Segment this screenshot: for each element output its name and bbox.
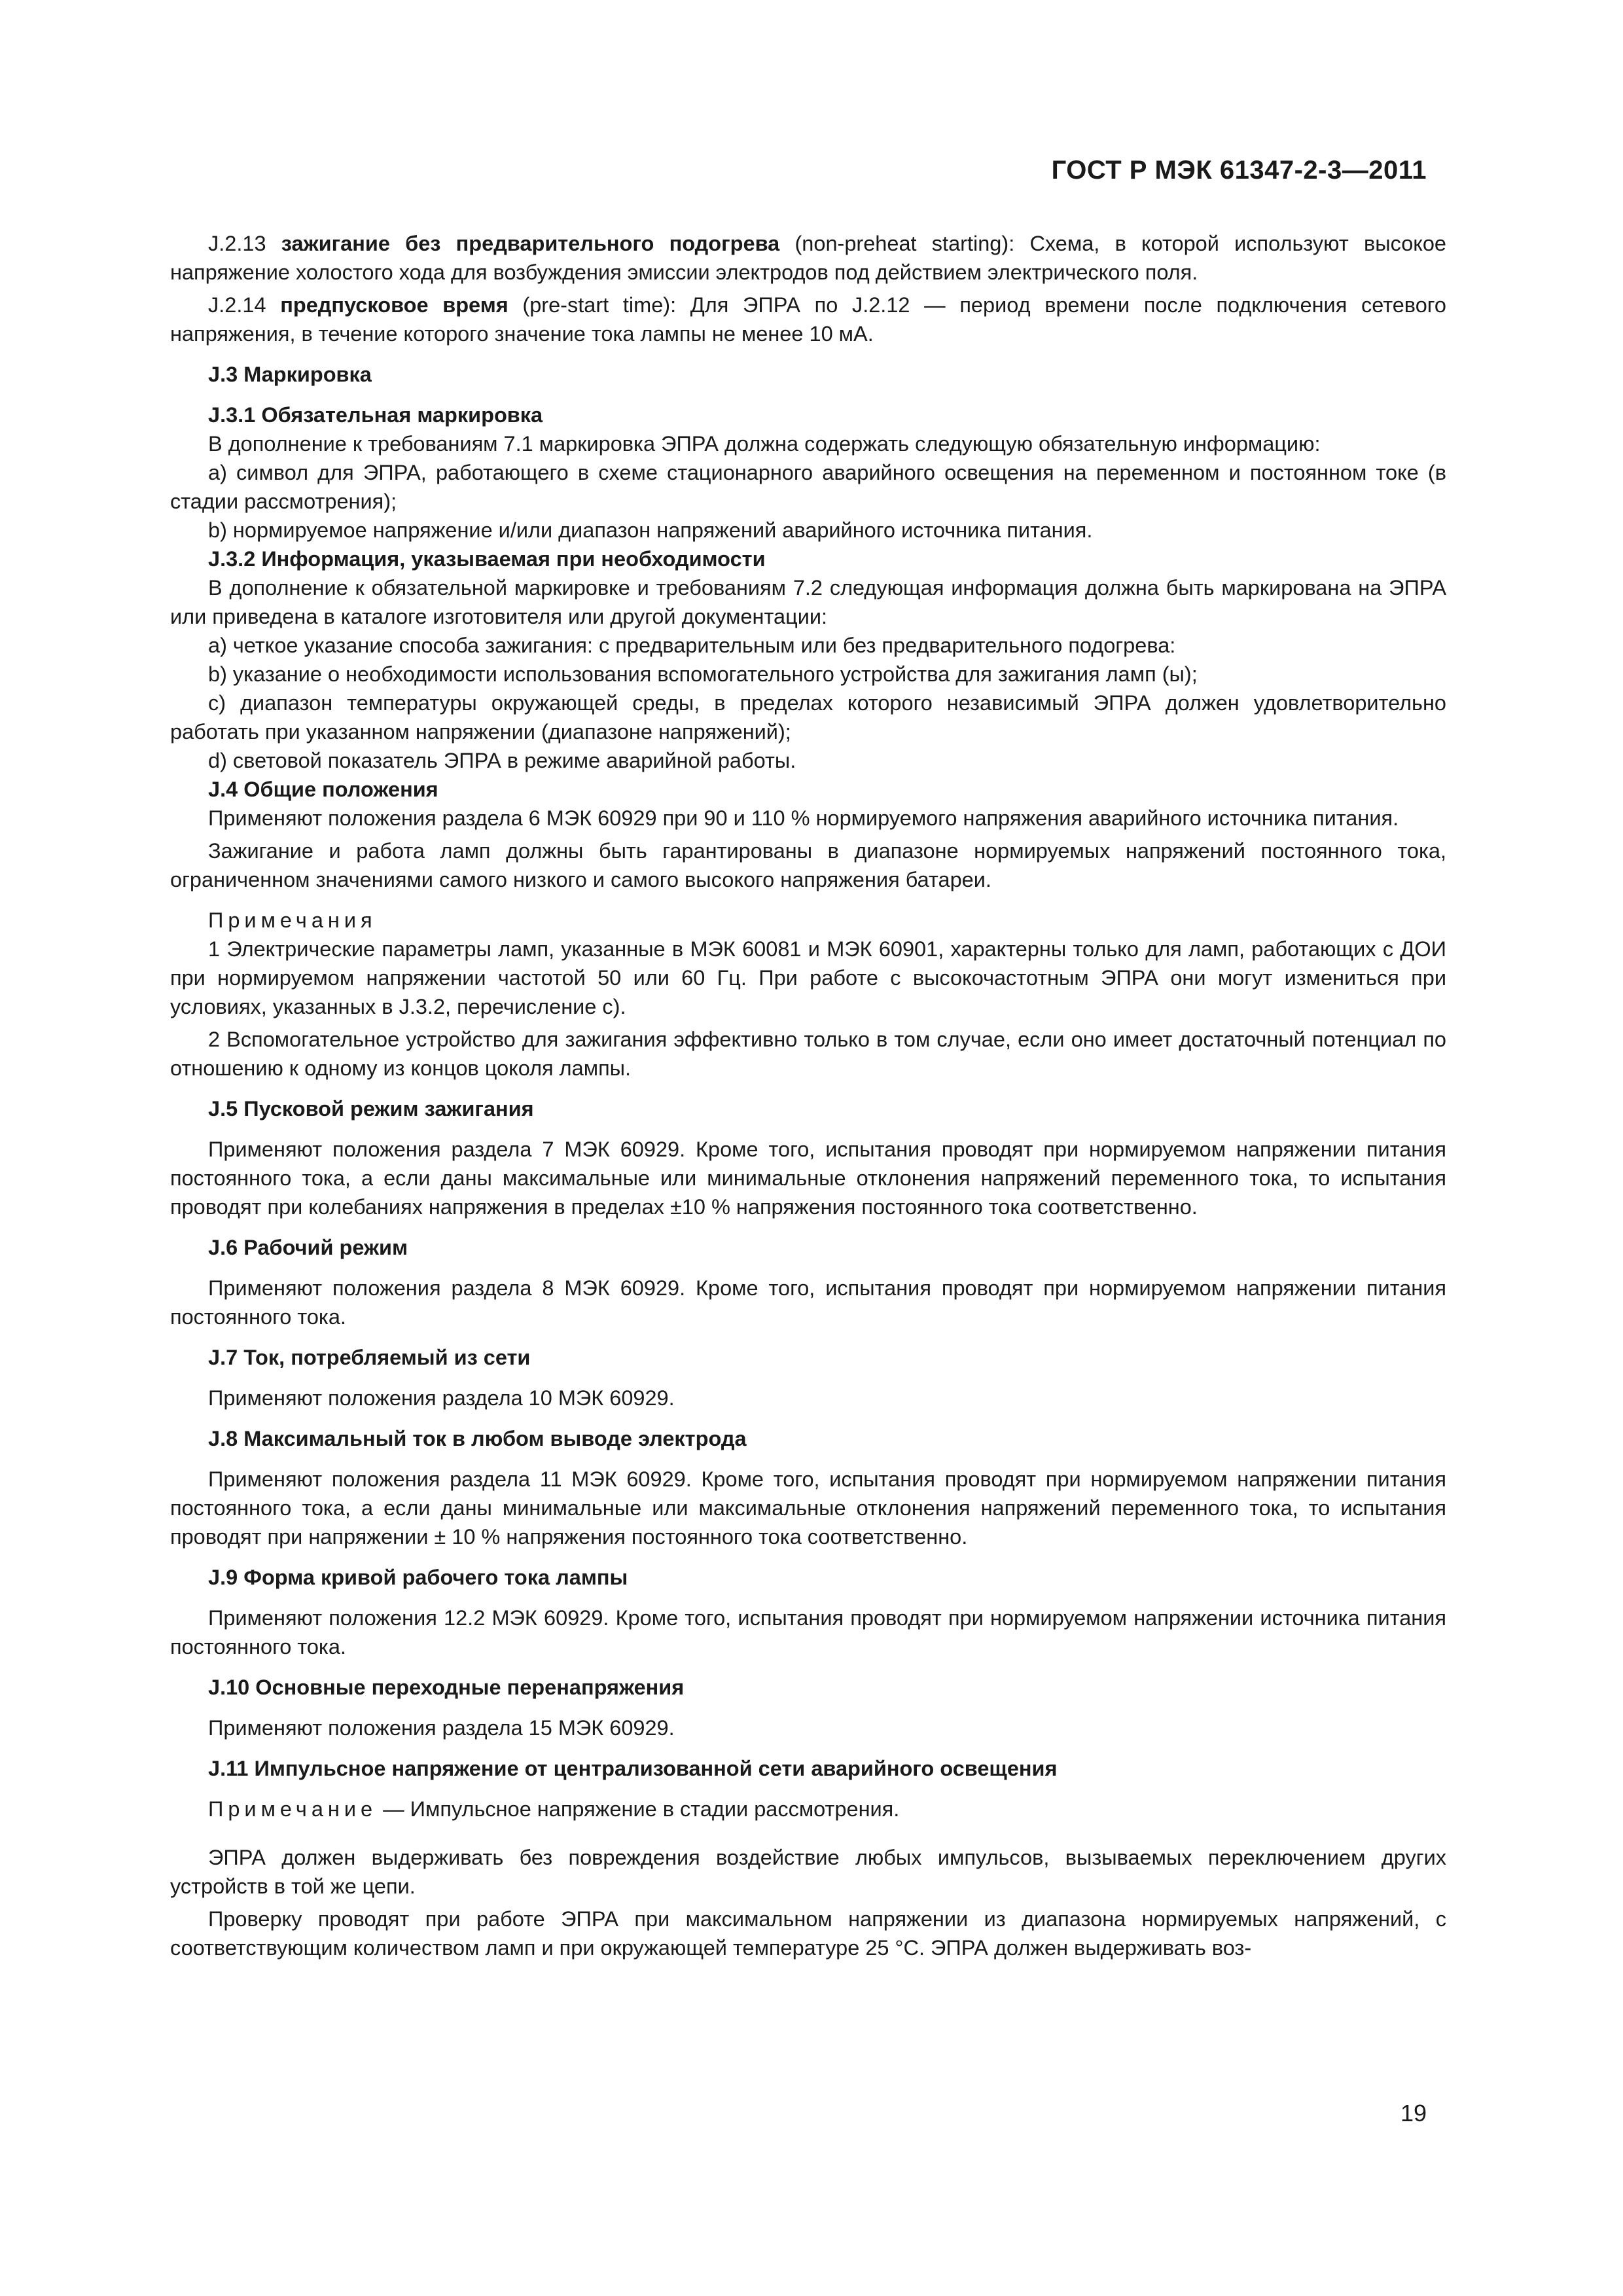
list-item: b) указание о необходимости использования вспомогательного устройства для зажигания ламп (ы);: [208, 662, 1198, 686]
clause-number: J.2.14: [208, 293, 266, 317]
section-heading-j7: J.7 Ток, потребляемый из сети: [208, 1346, 531, 1369]
term: предпусковое время: [280, 293, 508, 317]
note-item: 2 Вспомогательное устройство для зажигания эффективно только в том случае, если оно имеет достаточный потенциал по отношению к одному из концов цоколя лампы.: [170, 1028, 1446, 1080]
list-item: b) нормируемое напряжение и/или диапазон напряжений аварийного источника питания.: [208, 518, 1093, 542]
paragraph: Применяют положения раздела 6 МЭК 60929 при 90 и 110 % нормируемого напряжения аварийного источника питания.: [208, 806, 1399, 830]
clause-j2-14: [170, 291, 1446, 348]
paragraph: Применяют положения раздела 11 МЭК 60929. Кроме того, испытания проводят при нормируемом напряжении питания постоянного тока, а если даны минимальные или максимальные отклонения напряжений переменного тока, то испытания проводят при напряжении ± 10 % напряжения постоянного тока соответственно.: [170, 1467, 1446, 1549]
list-item: d) световой показатель ЭПРА в режиме аварийной работы.: [208, 749, 796, 772]
paragraph: Применяют положения 12.2 МЭК 60929. Кроме того, испытания проводят при нормируемом напряжении источника питания постоянного тока.: [170, 1606, 1446, 1659]
section-heading-j4: J.4 Общие положения: [208, 778, 438, 801]
section-heading-j6: J.6 Рабочий режим: [208, 1236, 408, 1259]
paragraph: Зажигание и работа ламп должны быть гарантированы в диапазоне нормируемых напряжений постоянного тока, ограниченном значениями самого низкого и самого высокого напряжения батареи.: [170, 839, 1446, 891]
section-heading-j3: J.3 Маркировка: [208, 363, 372, 386]
note-text: — Импульсное напряжение в стадии рассмотрения.: [383, 1797, 900, 1821]
clause-j2-13: [170, 229, 1446, 287]
paragraph: Проверку проводят при работе ЭПРА при максимальном напряжении из диапазона нормируемых напряжений, с соответствующим количеством ламп и при окружающей температуре 25 °С. ЭПРА должен выдерживать воз-: [170, 1907, 1446, 1960]
page-number: 19: [1400, 2100, 1427, 2126]
list-item: c) диапазон температуры окружающей среды, в пределах которого независимый ЭПРА должен удовлетворительно работать при указанном напряжении (диапазоне напряжений);: [170, 691, 1446, 744]
notes-title: Примечания: [208, 908, 377, 932]
definition-text: (pre-start time): Для ЭПРА по J.2.12 — период времени после подключения сетевого напряжения, в течение которого значение тока лампы не менее 10 мА.: [170, 293, 1446, 346]
clause-number: J.2.13: [208, 232, 266, 255]
note-label: Примечание: [208, 1797, 378, 1821]
paragraph: В дополнение к обязательной маркировке и требованиям 7.2 следующая информация должна быть маркирована на ЭПРА или приведена в каталоге изготовителя или другой документации:: [170, 576, 1446, 628]
paragraph: Применяют положения раздела 8 МЭК 60929. Кроме того, испытания проводят при нормируемом напряжении питания постоянного тока.: [170, 1276, 1446, 1329]
note-item: 1 Электрические параметры ламп, указанные в МЭК 60081 и МЭК 60901, характерны только для ламп, работающих с ДОИ при нормируемом напряжении частотой 50 или 60 Гц. При работе с высокочастотным ЭПРА они могут измениться при условиях, указанных в J.3.2, перечисление c).: [170, 937, 1446, 1018]
subsection-heading-j3-1: J.3.1 Обязательная маркировка: [208, 403, 543, 427]
list-item: a) четкое указание способа зажигания: с предварительным или без предварительного подогрева:: [208, 634, 1176, 657]
paragraph: Применяют положения раздела 7 МЭК 60929. Кроме того, испытания проводят при нормируемом напряжении питания постоянного тока, а если даны максимальные или минимальные отклонения напряжений переменного тока, то испытания проводят при колебаниях напряжения в пределах ±10 % напряжения постоянного тока соответственно.: [170, 1138, 1446, 1219]
subsection-heading-j3-2: J.3.2 Информация, указываемая при необходимости: [208, 547, 766, 571]
section-heading-j11: J.11 Импульсное напряжение от централизованной сети аварийного освещения: [208, 1757, 1058, 1780]
document-body: [170, 229, 1446, 1962]
term: зажигание без предварительного подогрева: [281, 232, 780, 255]
paragraph: Применяют положения раздела 15 МЭК 60929.: [208, 1716, 675, 1740]
list-item: a) символ для ЭПРА, работающего в схеме стационарного аварийного освещения на переменном и постоянном токе (в стадии рассмотрения);: [170, 461, 1446, 513]
paragraph: В дополнение к требованиям 7.1 маркировка ЭПРА должна содержать следующую обязательную информацию:: [208, 432, 1321, 456]
section-heading-j10: J.10 Основные переходные перенапряжения: [208, 1676, 685, 1699]
paragraph: ЭПРА должен выдерживать без повреждения воздействие любых импульсов, вызываемых переключением других устройств в той же цепи.: [170, 1846, 1446, 1898]
paragraph: Применяют положения раздела 10 МЭК 60929.: [208, 1386, 675, 1410]
document-header: ГОСТ Р МЭК 61347-2-3—2011: [1051, 156, 1427, 185]
section-heading-j8: J.8 Максимальный ток в любом выводе электрода: [208, 1427, 747, 1450]
note: [170, 1795, 1446, 1823]
section-heading-j9: J.9 Форма кривой рабочего тока лампы: [208, 1566, 628, 1589]
section-heading-j5: J.5 Пусковой режим зажигания: [208, 1097, 534, 1121]
definition-text: (non-preheat starting): Схема, в которой используют высокое напряжение холостого хода для возбуждения эмиссии электродов под действием электрического поля.: [170, 232, 1447, 284]
